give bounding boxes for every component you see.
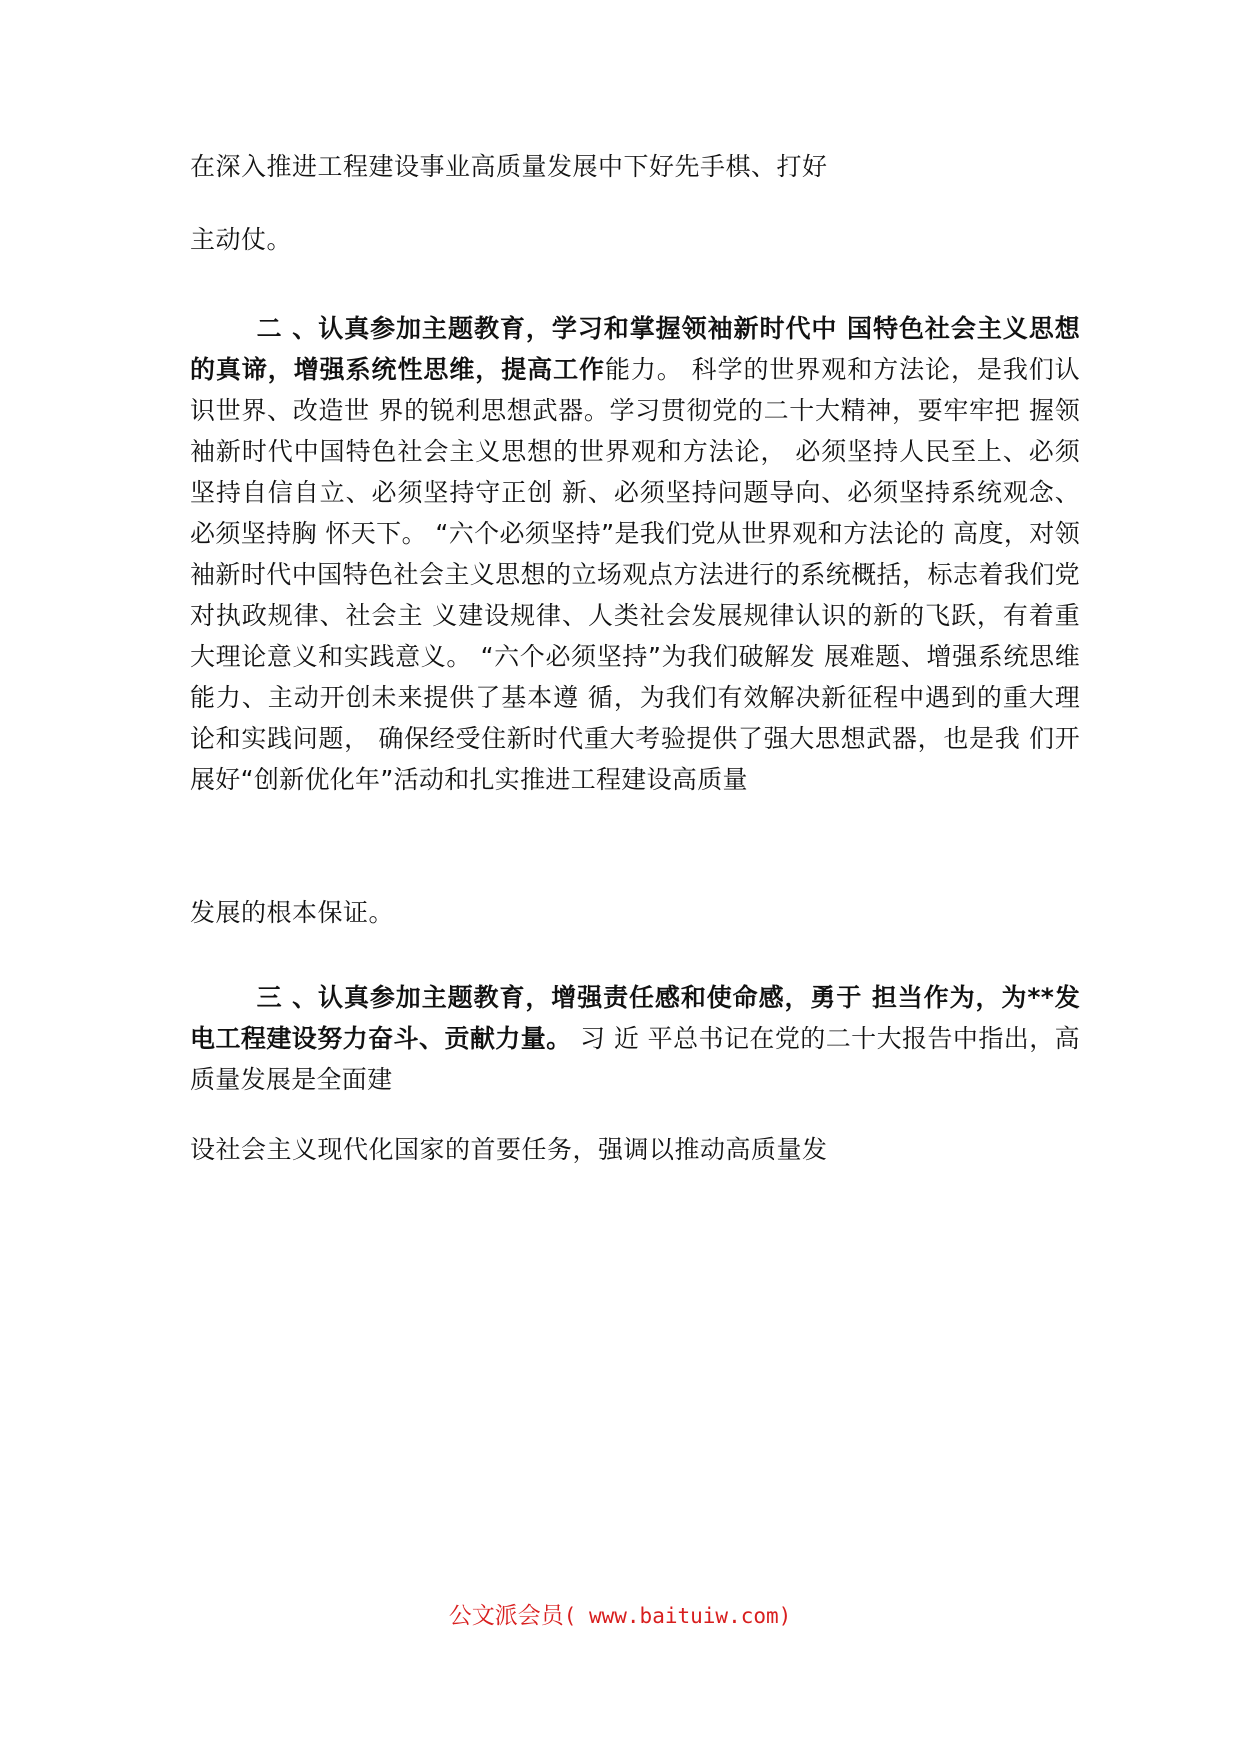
section-3-paragraph: [190, 977, 1080, 1100]
footer-label: 公文派会员: [448, 1603, 564, 1629]
section-2-paragraph: [190, 308, 1080, 800]
section-3-body: 习 近 平总书记在党的二十大报告中指出，高质量发展是全面建: [190, 1024, 1080, 1094]
section-2-heading: 二 、认真参加主题教育，学习和掌握领袖新时代中 国特色社会主义思想的真谛，增强系统性思维，提高工作: [190, 314, 1080, 384]
section-3-heading: 三 、认真参加主题教育，增强责任感和使命感，勇于 担当作为，为**发电工程建设努力奋斗、贡献力量。: [190, 983, 1080, 1053]
text-line: 主动仗。: [190, 225, 293, 254]
text-line: 在深入推进工程建设事业高质量发展中下好先手棋、打好: [190, 152, 828, 181]
footer-watermark: [0, 1597, 1240, 1630]
section-2-body: 能力。 科学的世界观和方法论，是我们认识世界、改造世 界的锐利思想武器。学习贯彻党的二十大精神，要牢牢把 握领袖新时代中国特色社会主义思想的世界观和方法论， 必须坚持人民至上、必须坚持自信自立、必须坚持守正创 新、必须坚持问题导向、必须坚持系统观念、必须坚持胸 怀天下。 “六个必须坚持”是我们党从世界观和方法论的 高度，对领袖新时代中国特色社会主义思想的立场观点方法进行的系统概括，标志着我们党对执政规律、社会主 义建设规律、人类社会发展规律认识的新的飞跃，有着重 大理论意义和实践意义。 “六个必须坚持”为我们破解发 展难题、增强系统思维能力、主动开创未来提供了基本遵 循，为我们有效解决新征程中遇到的重大理论和实践问题， 确保经受住新时代重大考验提供了强大思想武器，也是我 们开展好“创新优化年”活动和扎实推进工程建设高质量: [190, 355, 1080, 794]
text-line: 设社会主义现代化国家的首要任务，强调以推动高质量发: [190, 1135, 828, 1164]
text-line: 发展的根本保证。: [190, 898, 395, 927]
footer-link[interactable]: ( www.baituiw.com): [563, 1604, 792, 1628]
